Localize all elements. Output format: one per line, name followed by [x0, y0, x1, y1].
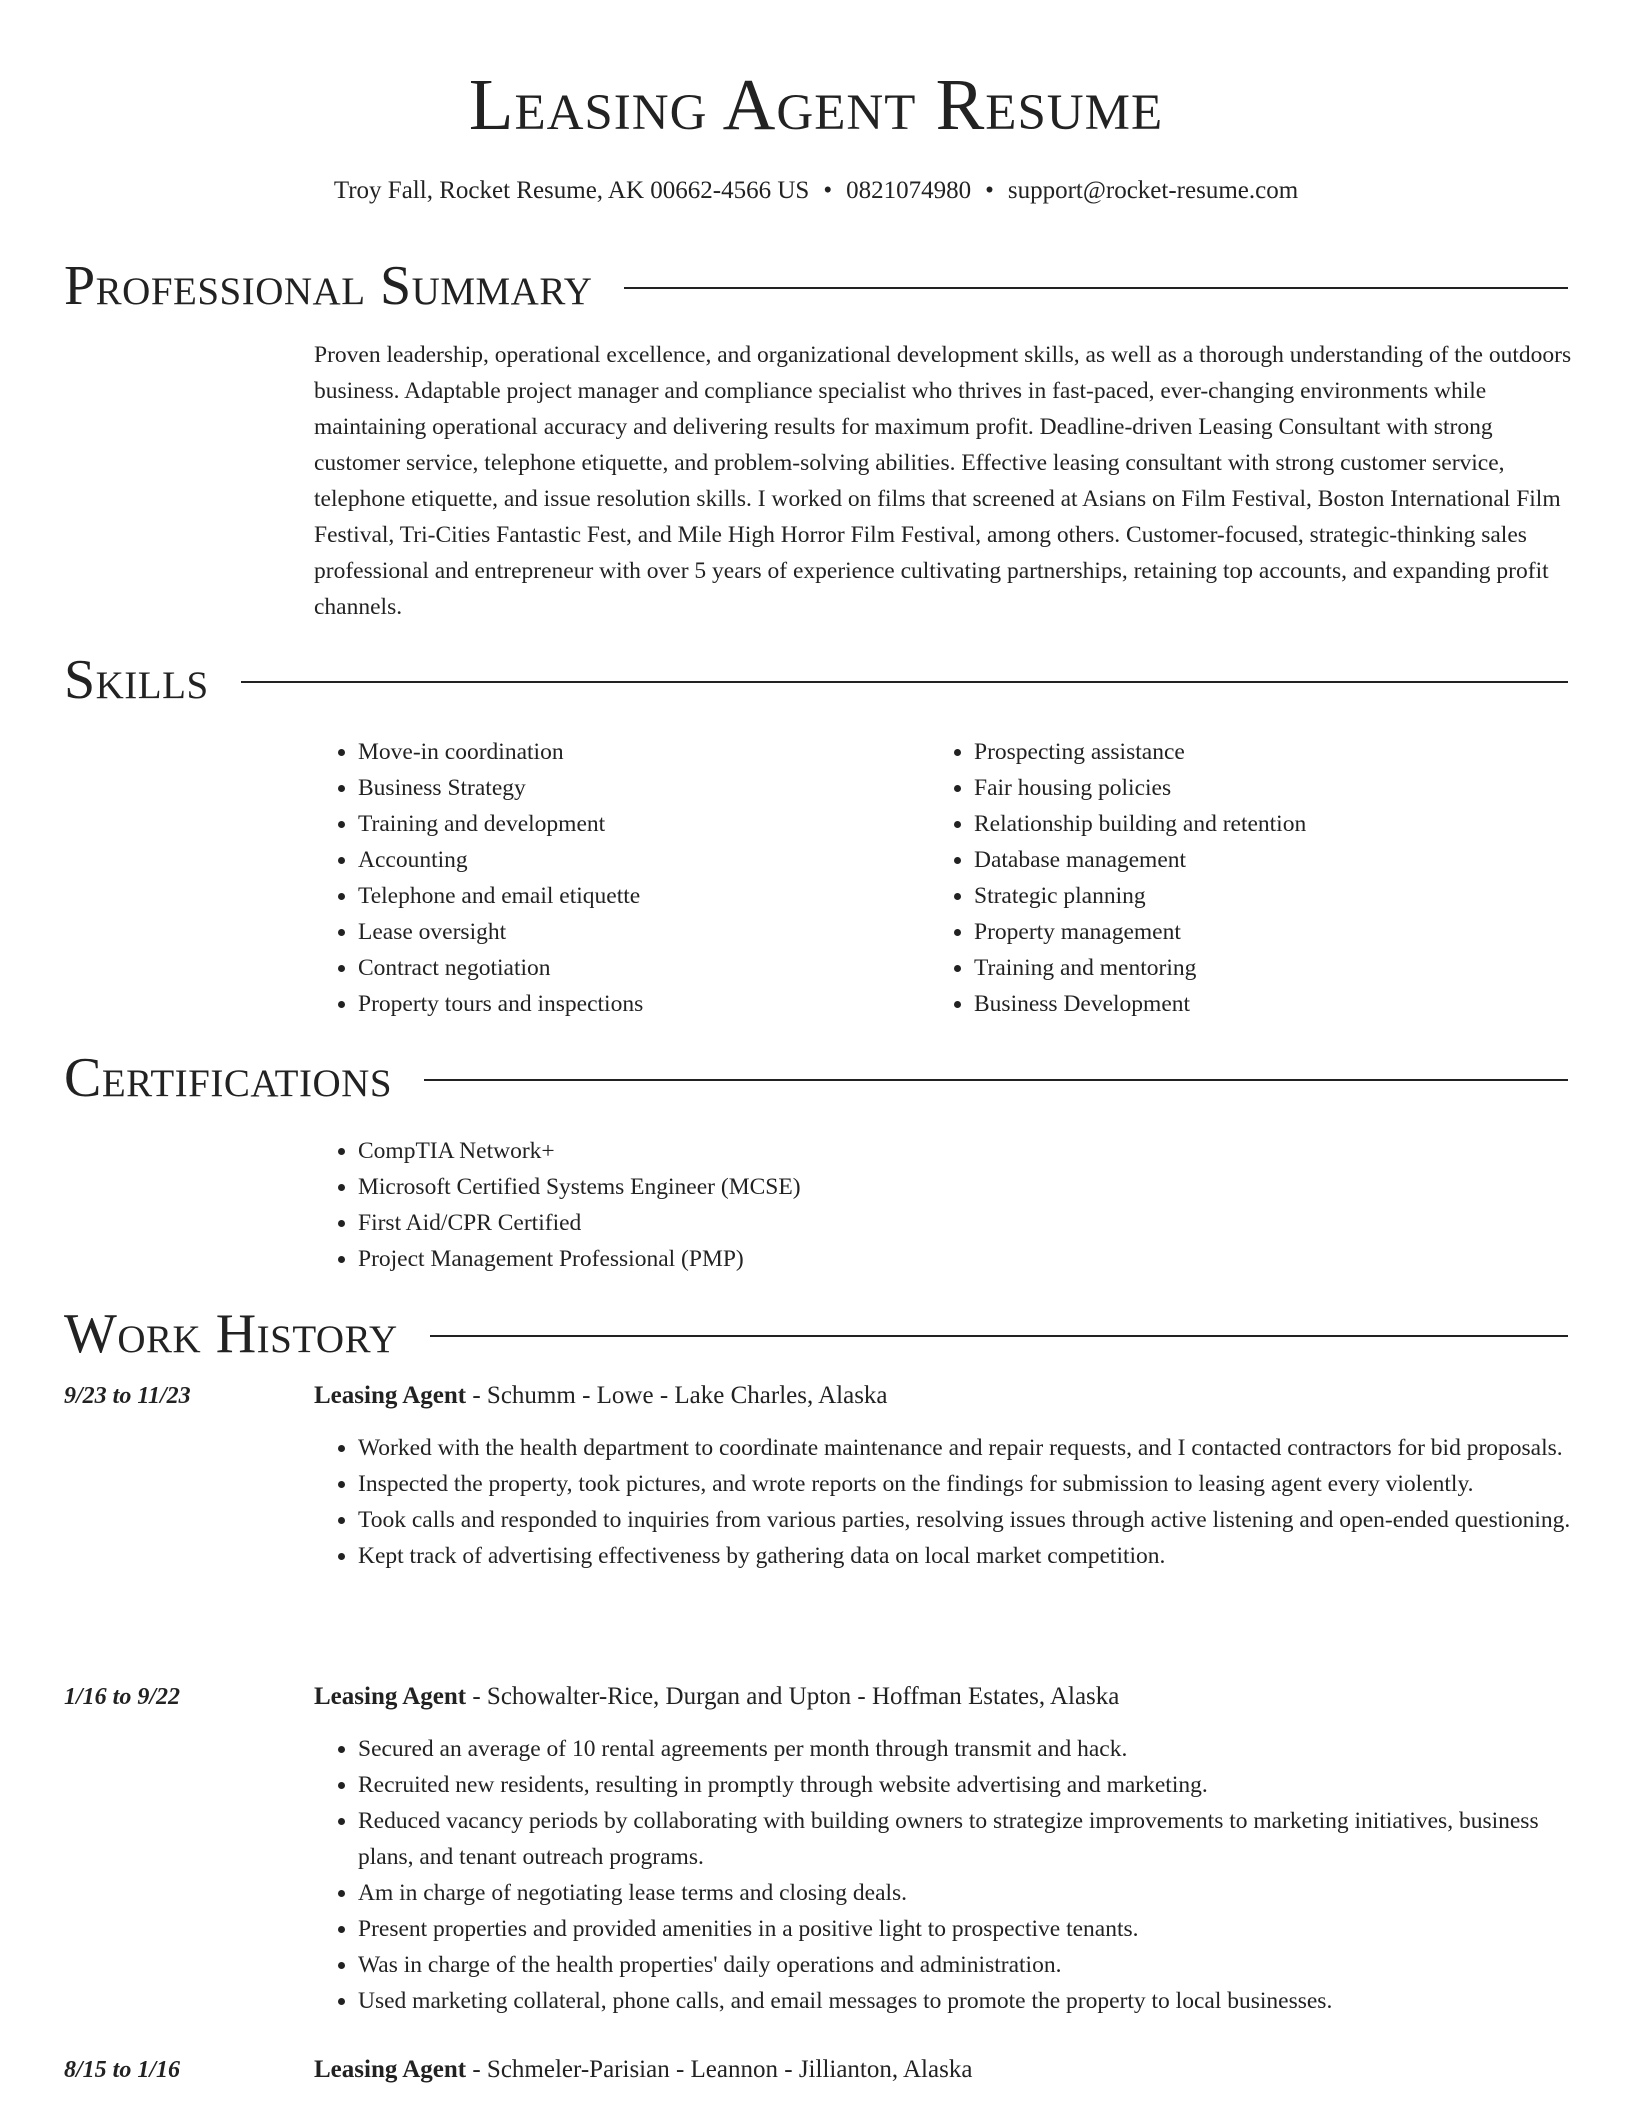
job-bullet: • Present properties and provided amenities in a positive light to prospective tenants. [358, 1911, 1576, 1947]
summary-section-header [64, 254, 1568, 318]
skill-item: • Property tours and inspections [358, 986, 930, 1022]
certifications-list [314, 1133, 1576, 1277]
job-dates: 8/15 to 1/16 [64, 2057, 181, 2083]
contact-phone: 0821074980 [846, 177, 972, 204]
skill-item: • Contract negotiation [358, 950, 930, 986]
contact-address: Troy Fall, Rocket Resume, AK 00662-4566 US [333, 177, 810, 204]
skill-item: • Business Development [974, 986, 1546, 1022]
job-title: Leasing Agent [314, 1683, 467, 1710]
section-divider [624, 287, 1568, 289]
job-bullet: • Inspected the property, took pictures, and wrote reports on the findings for submission to leasing agent every violently. [358, 1466, 1576, 1502]
skills-section-header [64, 648, 1568, 712]
job-company: - Schumm - Lowe - Lake Charles, Alaska [466, 1382, 888, 1409]
contact-separator: • [985, 177, 994, 204]
job-heading [314, 1378, 1576, 1414]
work-heading: Work History [64, 1303, 398, 1365]
skills-left-list [314, 734, 930, 1022]
contact-email: support@rocket-resume.com [1007, 177, 1299, 204]
skills-column-right [930, 734, 1546, 1022]
section-divider [430, 1335, 1568, 1337]
job-dates: 1/16 to 9/22 [64, 1684, 181, 1710]
job-bullet: • Secured an average of 10 rental agreements per month through transmit and hack. [358, 1731, 1576, 1767]
skill-item: • Training and development [358, 806, 930, 842]
skill-item: • Prospecting assistance [974, 734, 1546, 770]
job-bullet: • Worked with the health department to coordinate maintenance and repair requests, and I contacted contractors for bid proposals. [358, 1430, 1576, 1466]
job-bullet-list [314, 1430, 1576, 1574]
skill-item: • Accounting [358, 842, 930, 878]
job-dates: 9/23 to 11/23 [64, 1383, 191, 1409]
summary-heading: Professional Summary [64, 255, 593, 317]
job-bullet-list [314, 1731, 1576, 2019]
contact-separator: • [823, 177, 833, 204]
certification-item: • Project Management Professional (PMP) [358, 1241, 1576, 1277]
skill-item: • Business Strategy [358, 770, 930, 806]
job-bullets [314, 1430, 1576, 1574]
job-company: - Schmeler-Parisian - Leannon - Jillianton, Alaska [466, 2056, 973, 2083]
skill-item: • Property management [974, 914, 1546, 950]
job-bullet: • Used marketing collateral, phone calls, and email messages to promote the property to local businesses. [358, 1983, 1576, 2019]
job-title: Leasing Agent [314, 2056, 467, 2083]
contact-line [0, 174, 1632, 208]
certifications-section-header [64, 1046, 1568, 1110]
skills-column-left [314, 734, 930, 1022]
section-divider [424, 1079, 1568, 1081]
job-title: Leasing Agent [314, 1382, 467, 1409]
job-bullet: • Was in charge of the health properties' daily operations and administration. [358, 1947, 1576, 1983]
skill-item: • Lease oversight [358, 914, 930, 950]
certification-item: • CompTIA Network+ [358, 1133, 1576, 1169]
skill-item: • Training and mentoring [974, 950, 1546, 986]
work-section-header [64, 1302, 1568, 1366]
resume-title: Leasing Agent Resume [468, 64, 1164, 145]
skill-item: • Move-in coordination [358, 734, 930, 770]
skill-item: • Relationship building and retention [974, 806, 1546, 842]
skill-item: • Database management [974, 842, 1546, 878]
skill-item: • Fair housing policies [974, 770, 1546, 806]
job-heading [314, 1679, 1576, 1715]
skill-item: • Telephone and email etiquette [358, 878, 930, 914]
job-heading [314, 2052, 1576, 2088]
skills-list [314, 734, 1576, 1022]
section-divider [241, 681, 1568, 683]
job-bullet: • Recruited new residents, resulting in promptly through website advertising and marketing. [358, 1767, 1576, 1803]
job-bullet: • Am in charge of negotiating lease terms and closing deals. [358, 1875, 1576, 1911]
certifications-items [314, 1133, 1576, 1277]
job-bullets [314, 1731, 1576, 2019]
summary-text: Proven leadership, operational excellence, and organizational development skills, as well as a thorough understanding of the outdoors business. Adaptable project manager and compliance specialist who thrives in fast-paced, ever-changing environments while maintaining operational accuracy and delivering results for maximum profit. Deadline-driven Leasing Consultant with strong customer service, telephone etiquette, and problem-solving abilities. Effective leasing consultant with strong customer service, telephone etiquette, and issue resolution skills. I worked on films that screened at Asians on Film Festival, Boston International Film Festival, Tri-Cities Fantastic Fest, and Mile High Horror Film Festival, among others. Customer-focused, strategic-thinking sales professional and entrepreneur with over 5 years of experience cultivating partnerships, retaining top accounts, and expanding profit channels. [314, 342, 1572, 620]
skill-item: • Strategic planning [974, 878, 1546, 914]
skills-heading: Skills [64, 649, 209, 711]
job-bullet: • Took calls and responded to inquiries from various parties, resolving issues through active listening and open-ended questioning. [358, 1502, 1576, 1538]
certifications-heading: Certifications [64, 1047, 393, 1109]
job-company: - Schowalter-Rice, Durgan and Upton - Hoffman Estates, Alaska [466, 1683, 1120, 1710]
job-bullet: • Reduced vacancy periods by collaborating with building owners to strategize improvements to marketing initiatives, business plans, and tenant outreach programs. [358, 1803, 1576, 1875]
job-bullet: • Kept track of advertising effectiveness by gathering data on local market competition. [358, 1538, 1576, 1574]
certification-item: • Microsoft Certified Systems Engineer (MCSE) [358, 1169, 1576, 1205]
skills-right-list [930, 734, 1546, 1022]
certification-item: • First Aid/CPR Certified [358, 1205, 1576, 1241]
